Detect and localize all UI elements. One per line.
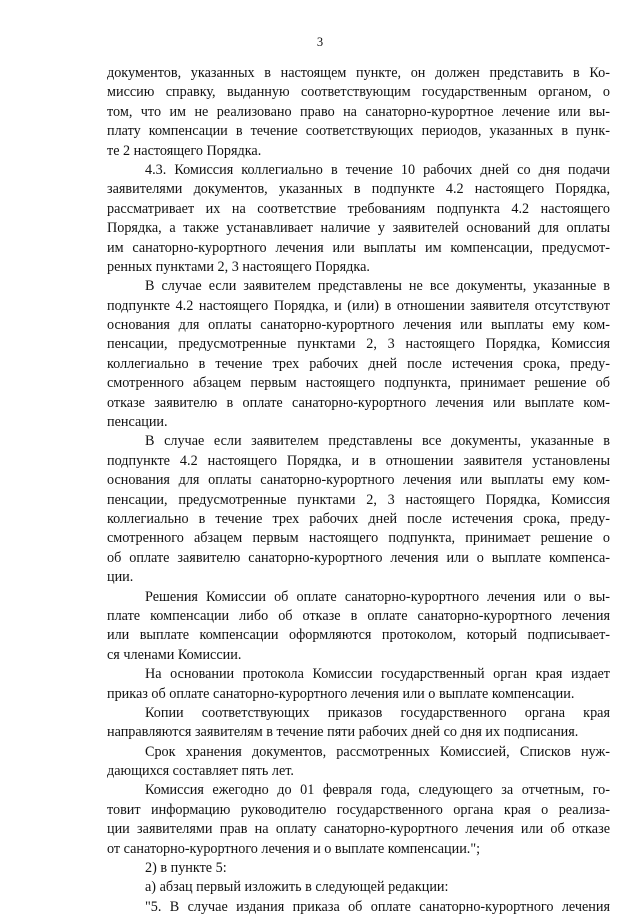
text-line: документов, указанных в настоящем пункте, он должен представить в Ко- xyxy=(107,65,610,81)
text-line: плату компенсации в течение соответствующих периодов, указанных в пунк- xyxy=(107,123,610,140)
text-line: смотренного абзацем первым настоящего подпункта, принимает решение об xyxy=(107,375,610,392)
text-line: "5. В случае издания приказа об оплате санаторно-курортного лечения xyxy=(145,898,610,915)
text-line: коллегиально в течение трех рабочих дней после истечения срока, преду- xyxy=(107,355,610,372)
text-line: рассматривает их на соответствие требованиям подпункта 4.2 настоящего xyxy=(107,200,610,217)
text-line: том, что им не реализовано право на санаторно-курортное лечение или вы- xyxy=(107,103,610,120)
text-line: Порядка, а также устанавливает наличие у заявителей оснований для оплаты xyxy=(107,220,610,237)
text-line: подпункте 4.2 настоящего Порядка, и (или) в отношении заявителя отсутствуют xyxy=(107,297,610,314)
text-line: пенсации. xyxy=(107,414,168,431)
text-line: пенсации, предусмотренные пунктами 2, 3 настоящего Порядка, Комиссия xyxy=(107,336,610,353)
text-line: или выплате компенсации оформляются протоколом, который подписывает- xyxy=(107,627,610,644)
text-line: приказ об оплате санаторно-курортного лечения или о выплате компенсации. xyxy=(107,685,575,702)
text-line: В случае если заявителем представлены не все документы, указанные в xyxy=(145,278,610,295)
text-line: от санаторно-курортного лечения и о выплате компенсации."; xyxy=(107,840,481,857)
text-line: В случае если заявителем представлены все документы, указанные в xyxy=(145,433,610,450)
text-line: основания для оплаты санаторно-курортного лечения или выплаты ему ком- xyxy=(107,472,610,489)
text-line: ции заявителями прав на оплату санаторно-курортного лечения или об отказе xyxy=(107,821,610,838)
text-line: отказе заявителю в оплате санаторно-курортного лечения или выплате ком- xyxy=(107,394,610,411)
text-line: 4.3. Комиссия коллегиально в течение 10 рабочих дней со дня подачи xyxy=(145,161,610,178)
text-line: Комиссия ежегодно до 01 февраля года, следующего за отчетным, го- xyxy=(145,782,610,799)
text-line: товит информацию руководителю государственного органа края о реализа- xyxy=(107,801,610,818)
text-line: плате компенсации либо об отказе в оплате санаторно-курортного лечения xyxy=(107,607,610,624)
text-line: подпункте 4.2 настоящего Порядка, и в отношении заявителя установлены xyxy=(107,452,610,469)
text-line: а) абзац первый изложить в следующей редакции: xyxy=(145,879,449,896)
text-line: основания для оплаты санаторно-курортного лечения или выплаты ему ком- xyxy=(107,317,610,334)
text-line: Срок хранения документов, рассмотренных Комиссией, Списков нуж- xyxy=(145,743,610,760)
page-number: 3 xyxy=(316,35,324,49)
text-line: коллегиально в течение трех рабочих дней после истечения срока, преду- xyxy=(107,510,610,527)
text-line: об оплате заявителю санаторно-курортного лечения или о выплате компенса- xyxy=(107,549,610,566)
document-body xyxy=(107,64,610,917)
text-line: ции. xyxy=(107,569,134,586)
text-line: смотренного абзацем первым настоящего подпункта, принимает решение о xyxy=(107,530,610,547)
text-line: дающихся составляет пять лет. xyxy=(107,763,294,780)
text-line: Решения Комиссии об оплате санаторно-курортного лечения или о вы- xyxy=(145,588,610,605)
text-line: На основании протокола Комиссии государственный орган края издает xyxy=(145,666,610,683)
text-line: ся членами Комиссии. xyxy=(107,646,242,663)
text-line: миссию справку, выданную соответствующим государственным органом, о xyxy=(107,84,610,101)
text-line: те 2 настоящего Порядка. xyxy=(107,142,262,159)
text-line: направляются заявителям в течение пяти рабочих дней со дня их подписания. xyxy=(107,724,579,741)
text-line: пенсации, предусмотренные пунктами 2, 3 настоящего Порядка, Комиссия xyxy=(107,491,610,508)
text-line: им санаторно-курортного лечения или выплаты им компенсации, предусмот- xyxy=(107,239,610,256)
text-line: Копии соответствующих приказов государственного органа края xyxy=(145,704,610,721)
text-line: 2) в пункте 5: xyxy=(145,860,227,877)
text-line: ренных пунктами 2, 3 настоящего Порядка. xyxy=(107,258,370,275)
text-line: заявителями документов, указанных в подпункте 4.2 настоящего Порядка, xyxy=(107,181,610,198)
